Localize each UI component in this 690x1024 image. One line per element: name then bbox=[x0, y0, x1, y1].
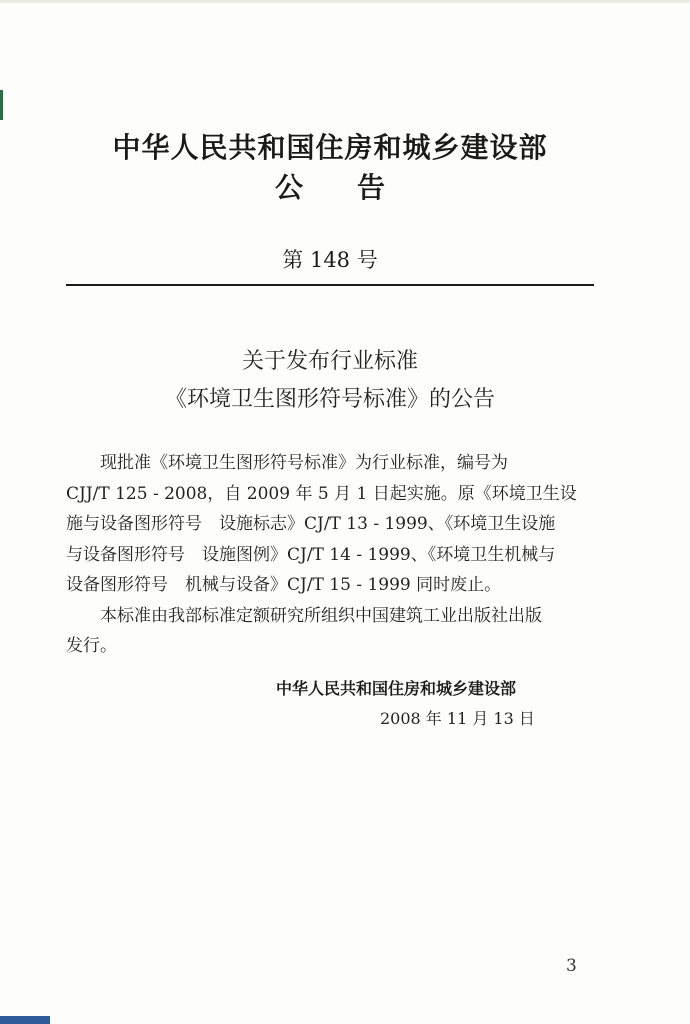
scan-edge-bottom bbox=[0, 1016, 50, 1024]
body-line: 设备图形符号 机械与设备》CJ/T 15 - 1999 同时废止。 bbox=[66, 575, 502, 595]
body-line: 发行。 bbox=[66, 636, 117, 656]
announcement-title: 公告 bbox=[274, 171, 439, 204]
subject-line-1: 关于发布行业标准 bbox=[241, 349, 418, 374]
scan-edge-left bbox=[0, 90, 3, 120]
page-number: 3 bbox=[566, 956, 577, 976]
body-line: 现批准《环境卫生图形符号标准》为行业标准，编号为 bbox=[100, 453, 508, 473]
signature-date: 2008 年 11 月 13 日 bbox=[380, 709, 535, 728]
ministry-title: 中华人民共和国住房和城乡建设部 bbox=[112, 131, 548, 164]
body-line: 与设备图形符号 设施图例》CJ/T 14 - 1999、《环境卫生机械与 bbox=[66, 544, 556, 565]
announcement-body bbox=[66, 448, 594, 662]
body-line: CJJ/T 125 - 2008，自 2009 年 5 月 1 日起实施。原《环境卫生设 bbox=[66, 483, 577, 504]
body-line: 本标准由我部标准定额研究所组织中国建筑工业出版社出版 bbox=[100, 605, 542, 626]
document-number: 第 148 号 bbox=[282, 248, 378, 272]
header-divider bbox=[66, 284, 594, 286]
body-line: 施与设备图形符号 设施标志》CJ/T 13 - 1999、《环境卫生设施 bbox=[66, 514, 556, 534]
signature-organization: 中华人民共和国住房和城乡建设部 bbox=[276, 679, 517, 698]
scan-edge-top bbox=[0, 0, 690, 3]
subject-line-2: 《环境卫生图形符号标准》的公告 bbox=[164, 387, 495, 412]
